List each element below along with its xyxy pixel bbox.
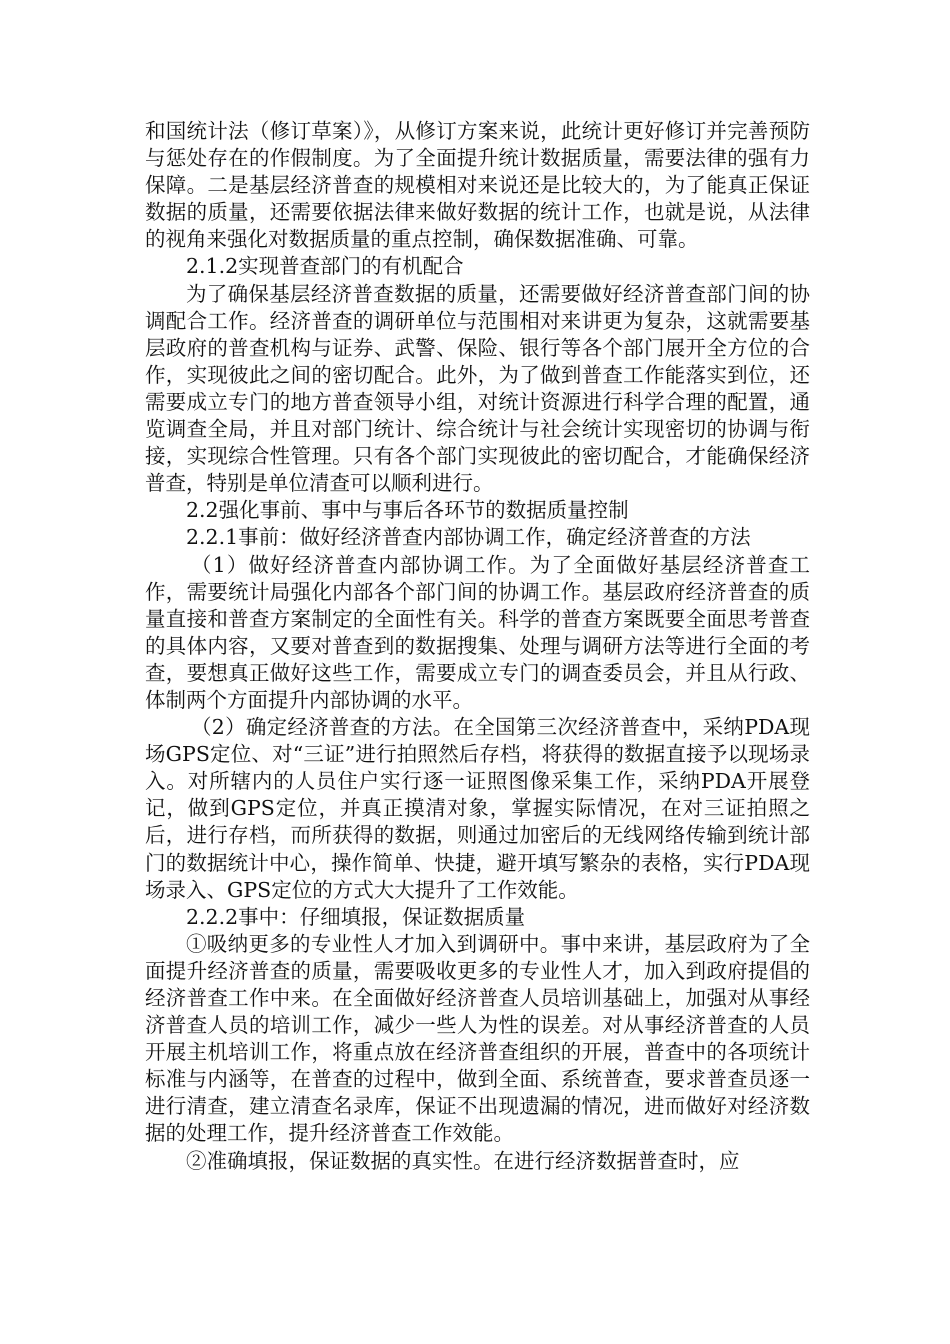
section-heading-2-2-2: 2.2.2事中：仔细填报，保证数据质量	[186, 904, 526, 929]
paragraph-census-method: （2）确定经济普查的方法。在全国第三次经济普查中，采纳PDA现场GPS定位、对“三证”进行拍照然后存档，将获得的数据直接予以现场录入。对所辖内的人员住户实行逐一证照图像采集工作，采纳PDA开展登记，做到GPS定位，并真正摸清对象，掌握实际情况，在对三证拍照之后，进行存档，而所获得的数据，则通过加密后的无线网络传输到统计部门的数据统计中心，操作简单、快捷，避开填写繁杂的表格，实行PDA现场录入、GPS定位的方式大大提升了工作效能。	[145, 715, 810, 902]
paragraph-continued: 和国统计法（修订草案）》，从修订方案来说，此统计更好修订并完善预防与惩处存在的作假制度。为了全面提升统计数据质量，需要法律的强有力保障。二是基层经济普查的规模相对来说还是比较大的，为了能真正保证数据的质量，还需要依据法律来做好数据的统计工作，也就是说，从法律的视角来强化对数据质量的重点控制，确保数据准确、可靠。	[145, 119, 810, 252]
section-heading-2-1-2: 2.1.2实现普查部门的有机配合	[186, 254, 464, 279]
paragraph-accurate-reporting: ②准确填报，保证数据的真实性。在进行经济数据普查时，应	[186, 1148, 740, 1173]
paragraph-department-cooperation: 为了确保基层经济普查数据的质量，还需要做好经济普查部门间的协调配合工作。经济普查的调研单位与范围相对来讲更为复杂，这就需要基层政府的普查机构与证券、武警、保险、银行等各个部门展开全方位的合作，实现彼此之间的密切配合。此外，为了做到普查工作能落实到位，还需要成立专门的地方普查领导小组，对统计资源进行科学合理的配置，通览调查全局，并且对部门统计、综合统计与社会统计实现密切的协调与衔接，实现综合性管理。只有各个部门实现彼此的密切配合，才能确保经济普查，特别是单位清查可以顺利进行。	[145, 281, 810, 496]
section-heading-2-2-1: 2.2.1事前：做好经济普查内部协调工作，确定经济普查的方法	[186, 525, 751, 550]
document-page	[145, 118, 810, 1175]
paragraph-internal-coordination: （1）做好经济普查内部协调工作。为了全面做好基层经济普查工作，需要统计局强化内部各个部门间的协调工作。基层政府经济普查的质量直接和普查方案制定的全面性有关。科学的普查方案既要全面思考普查的具体内容，又要对普查到的数据搜集、处理与调研方法等进行全面的考查，要想真正做好这些工作，需要成立专门的调查委员会，并且从行政、体制两个方面提升内部协调的水平。	[145, 552, 810, 712]
paragraph-professional-talent: ①吸纳更多的专业性人才加入到调研中。事中来讲，基层政府为了全面提升经济普查的质量，需要吸收更多的专业性人才，加入到政府提倡的经济普查工作中来。在全面做好经济普查人员培训基础上，加强对从事经济普查人员的培训工作，减少一些人为性的误差。对从事经济普查的人员开展主机培训工作，将重点放在经济普查组织的开展，普查中的各项统计标准与内涵等，在普查的过程中，做到全面、系统普查，要求普查员逐一进行清查，建立清查名录库，保证不出现遗漏的情况，进而做好对经济数据的处理工作，提升经济普查工作效能。	[145, 931, 810, 1146]
section-heading-2-2: 2.2强化事前、事中与事后各环节的数据质量控制	[186, 498, 629, 523]
